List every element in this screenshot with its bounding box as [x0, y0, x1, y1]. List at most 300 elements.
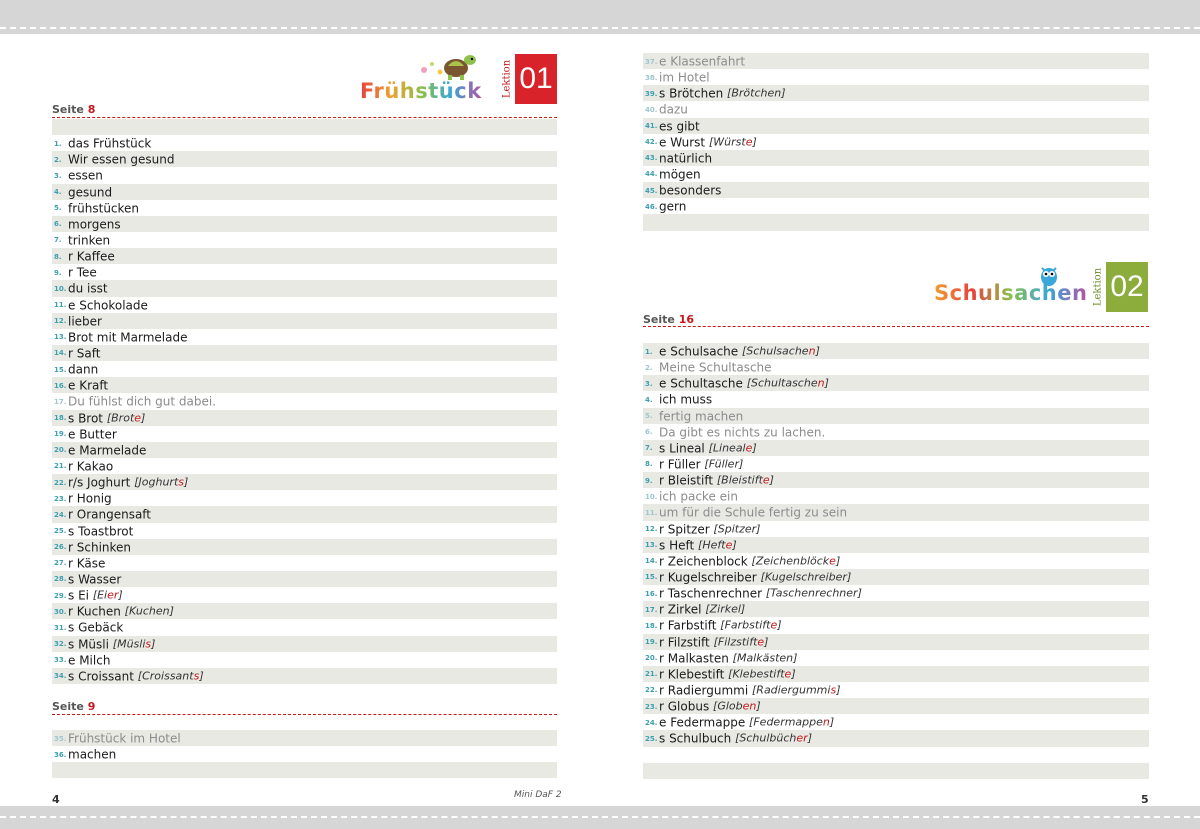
vocab-item [643, 134, 1149, 150]
item-number: 12. [645, 525, 658, 534]
item-word: s Brot [68, 411, 104, 426]
item-word: r Taschenrechner [659, 586, 763, 601]
item-word: lieber [68, 314, 102, 329]
item-word: im Hotel [659, 70, 710, 85]
vocab-item [52, 603, 557, 619]
item-word: besonders [659, 183, 722, 198]
item-number: 5. [645, 412, 653, 421]
vocab-item [643, 682, 1149, 698]
plural-stem: Brötchen [731, 86, 782, 100]
vocab-item [643, 553, 1149, 569]
bottom-band [0, 806, 1200, 829]
item-number: 24. [645, 718, 658, 727]
item-word: e Federmappe [659, 715, 746, 730]
item-number: 9. [645, 476, 653, 485]
item-word: Frühstück im Hotel [68, 731, 181, 746]
item-number: 1. [54, 139, 62, 148]
item-word: s Brötchen [659, 86, 724, 101]
item-word: Da gibt es nichts zu lachen. [659, 425, 826, 440]
item-word: fertig machen [659, 409, 744, 424]
vocab-item [643, 408, 1149, 424]
vocab-item [52, 571, 557, 587]
item-word: s Croissant [68, 669, 134, 684]
item-number: 6. [54, 220, 62, 229]
plural-ending: s [830, 683, 837, 697]
item-plural: [Joghurts] [134, 475, 189, 489]
item-number: 17. [645, 605, 658, 614]
vocab-item [52, 216, 557, 232]
item-number: 1. [645, 347, 653, 356]
plural-stem: Kugelschreiber [764, 570, 847, 584]
item-word: r Spitzer [659, 522, 710, 537]
item-word: r Kaffee [68, 249, 115, 264]
item-number: 34. [54, 672, 67, 681]
lesson-word: Lektion [501, 59, 513, 99]
plural-ending: e [745, 135, 753, 149]
item-plural: [Malkästen] [732, 651, 798, 665]
plural-ending: e [829, 554, 836, 568]
vocab-item [643, 69, 1149, 85]
plural-stem: Würst [713, 135, 746, 149]
item-number: 35. [54, 734, 67, 743]
item-number: 18. [645, 621, 658, 630]
plural-stem: Filzstift [717, 635, 758, 649]
vocab-item [52, 184, 557, 200]
item-number: 18. [54, 414, 67, 423]
vocab-item [643, 391, 1149, 407]
vocab-item [52, 539, 557, 555]
plural-stem: Schulbüch [739, 731, 797, 745]
plural-stem: Heft [702, 538, 726, 552]
plural-ending: s [145, 637, 152, 650]
vocab-item [52, 490, 557, 506]
top-band [0, 0, 1200, 34]
item-word: das Frühstück [68, 136, 152, 151]
item-number: 27. [54, 559, 67, 568]
vocab-item [643, 359, 1149, 375]
item-word: morgens [68, 217, 121, 232]
vocab-item [643, 53, 1149, 69]
item-number: 19. [645, 638, 658, 647]
item-plural: [Spitzer] [713, 522, 761, 536]
vocab-item [52, 377, 557, 393]
vocab-item [643, 375, 1149, 391]
item-word: e Schokolade [68, 298, 148, 313]
item-word: r Zirkel [659, 602, 702, 617]
item-word: r Zeichenblock [659, 554, 748, 569]
item-number: 16. [645, 589, 658, 598]
item-number: 43. [645, 154, 658, 163]
plural-stem: Klebestift [732, 667, 785, 681]
plural-stem: Ei [97, 588, 108, 602]
item-plural: [Füller] [704, 457, 744, 471]
item-word: trinken [68, 233, 111, 248]
lesson-word: Lektion [1092, 267, 1104, 307]
item-plural: [Kugelschreiber] [760, 570, 852, 584]
blank-line [52, 119, 557, 135]
plural-ending: e [784, 667, 792, 681]
vocab-item [52, 151, 557, 167]
vocab-item [52, 410, 557, 426]
plural-stem: Radiergummi [756, 683, 831, 697]
item-number: 23. [645, 702, 658, 711]
item-number: 29. [54, 591, 67, 600]
plural-stem: Zeichenblöck [755, 554, 830, 568]
item-word: Brot mit Marmelade [68, 330, 188, 345]
item-number: 31. [54, 623, 67, 632]
lesson-title: Schulsachen [934, 281, 1088, 305]
plural-ending: e [725, 538, 733, 552]
plural-ending: e [134, 411, 142, 425]
item-plural: [Taschenrechner] [765, 586, 862, 600]
item-number: 28. [54, 575, 67, 584]
item-plural: [Klebestifte] [728, 667, 796, 681]
item-plural: [Zirkel] [705, 602, 746, 616]
section-title: Seite 8 [52, 103, 96, 116]
vocab-item [52, 264, 557, 280]
vocab-item [643, 343, 1149, 359]
vocab-item [643, 166, 1149, 182]
item-number: 22. [54, 478, 67, 487]
section-divider [643, 326, 1149, 327]
item-number: 33. [54, 656, 67, 665]
item-word: r Bleistift [659, 473, 714, 488]
page-number: 4 [52, 793, 60, 806]
item-number: 14. [54, 349, 67, 358]
section-title: Seite 9 [52, 700, 96, 713]
vocab-item [52, 746, 557, 762]
vocab-item [643, 601, 1149, 617]
item-word: essen [68, 168, 103, 183]
vocab-item [643, 650, 1149, 666]
plural-stem: Schultasche [750, 376, 818, 390]
item-word: um für die Schule fertig zu sein [659, 505, 848, 520]
item-word: e Butter [68, 427, 117, 442]
item-number: 2. [645, 363, 653, 372]
vocab-item [643, 521, 1149, 537]
item-word: e Kraft [68, 378, 109, 393]
item-word: r Orangensaft [68, 507, 152, 522]
item-number: 4. [54, 188, 62, 197]
section-divider [52, 714, 557, 715]
vocab-item [643, 569, 1149, 585]
plural-ending: en [742, 699, 757, 713]
item-word: r Klebestift [659, 667, 725, 682]
item-number: 46. [645, 202, 658, 211]
plural-ending: s [193, 669, 200, 683]
item-word: Wir essen gesund [68, 152, 175, 167]
vocab-item [643, 150, 1149, 166]
item-plural: [Bleistifte] [716, 473, 774, 487]
plural-ending: n [822, 715, 830, 729]
item-word: mögen [659, 167, 701, 182]
item-number: 37. [645, 57, 658, 66]
item-plural: [Schultaschen] [746, 376, 829, 390]
lesson-badge [1090, 262, 1148, 312]
item-word: r Filzstift [659, 635, 710, 650]
item-plural: [Kuchen] [124, 604, 174, 618]
item-number: 4. [645, 395, 653, 404]
item-word: r Kugelschreiber [659, 570, 757, 585]
item-word: s Ei [68, 588, 89, 603]
item-word: r Käse [68, 556, 106, 571]
item-number: 9. [54, 268, 62, 277]
plural-ending: e [770, 618, 778, 632]
plural-stem: Croissant [142, 669, 194, 683]
section-title: Seite 16 [643, 313, 695, 326]
plural-ending: n [817, 376, 825, 390]
turtle-icon [418, 48, 478, 82]
item-number: 7. [54, 236, 62, 245]
book-title: Mini DaF 2 [514, 790, 562, 800]
right-page [600, 34, 1200, 806]
vocab-item [643, 456, 1149, 472]
item-plural: [Brote] [106, 411, 146, 425]
item-number: 11. [645, 508, 658, 517]
plural-stem: Glob [717, 699, 743, 713]
vocab-item [52, 458, 557, 474]
item-number: 7. [645, 444, 653, 453]
item-number: 36. [54, 750, 67, 759]
item-word: e Schultasche [659, 376, 743, 391]
section-divider [52, 117, 557, 118]
item-word: r Saft [68, 346, 101, 361]
item-number: 2. [54, 155, 62, 164]
item-word: es gibt [659, 119, 700, 134]
plural-stem: Malkästen [736, 651, 794, 665]
vocab-item [643, 698, 1149, 714]
vocab-item [643, 714, 1149, 730]
item-plural: [Croissants] [137, 669, 204, 683]
item-plural: [Hefte] [698, 538, 737, 552]
blank-line [52, 762, 557, 778]
item-number: 32. [54, 640, 67, 648]
item-word: r Schinken [68, 540, 132, 555]
vocab-item [52, 280, 557, 296]
vocab-item [52, 361, 557, 377]
item-word: s Heft [659, 538, 695, 553]
vocab-item [643, 504, 1149, 520]
item-number: 8. [54, 252, 62, 261]
item-word: dann [68, 362, 99, 377]
item-word: r Globus [659, 699, 710, 714]
vocab-item [643, 666, 1149, 682]
item-number: 30. [54, 607, 67, 616]
item-number: 13. [645, 541, 658, 550]
item-number: 41. [645, 122, 658, 131]
vocab-list [643, 343, 1149, 779]
plural-ending: s [178, 475, 184, 489]
vocab-list [52, 730, 557, 778]
item-number: 15. [54, 365, 67, 374]
item-word: r Farbstift [659, 618, 717, 633]
item-plural: [Filzstifte] [713, 635, 769, 649]
item-word: natürlich [659, 151, 713, 166]
blank-line [643, 214, 1149, 230]
item-number: 3. [645, 379, 653, 388]
item-number: 22. [645, 686, 658, 695]
plural-stem: Lineal [712, 441, 746, 455]
item-number: 12. [54, 317, 67, 326]
lesson-number: 01 [515, 54, 557, 104]
vocab-item [643, 488, 1149, 504]
item-number: 17. [54, 397, 67, 406]
blank-line [643, 747, 1149, 763]
vocab-item [52, 442, 557, 458]
item-number: 40. [645, 105, 658, 114]
vocab-item [52, 345, 557, 361]
item-word: gesund [68, 185, 113, 200]
item-word: gern [659, 199, 687, 214]
item-number: 3. [54, 171, 62, 180]
item-word: r Kuchen [68, 604, 121, 619]
item-word: du isst [68, 281, 108, 296]
vocab-item [643, 634, 1149, 650]
item-number: 16. [54, 381, 67, 390]
vocab-item [643, 118, 1149, 134]
plural-ending: e [757, 635, 765, 649]
vocab-item [643, 537, 1149, 553]
item-number: 6. [645, 428, 653, 437]
vocab-item [52, 232, 557, 248]
item-word: s Gebäck [68, 620, 124, 635]
item-word: r/s Joghurt [68, 475, 131, 490]
item-word: s Lineal [659, 441, 705, 456]
vocab-item [643, 440, 1149, 456]
item-word: s Müsli [68, 637, 109, 651]
plural-stem: Bleistift [721, 473, 763, 487]
vocab-item [52, 668, 557, 684]
item-word: ich packe ein [659, 489, 738, 504]
item-word: e Wurst [659, 135, 706, 150]
vocab-item [52, 393, 557, 409]
plural-ending: e [762, 473, 770, 487]
plural-ending: e [745, 441, 753, 455]
vocab-item [52, 297, 557, 313]
item-plural: [Würste] [708, 135, 757, 149]
lesson-badge [499, 54, 557, 104]
vocab-item [52, 730, 557, 746]
item-number: 14. [645, 557, 658, 566]
item-word: ich muss [659, 392, 713, 407]
item-word: r Füller [659, 457, 701, 472]
plural-ending: er [107, 588, 119, 602]
item-number: 26. [54, 543, 67, 552]
page-number: 5 [1141, 793, 1149, 806]
vocab-list [643, 53, 1149, 231]
vocab-item [643, 198, 1149, 214]
item-word: r Honig [68, 491, 112, 506]
item-plural: [Brötchen] [727, 86, 786, 100]
plural-stem: Federmappe [753, 715, 823, 729]
item-word: dazu [659, 102, 688, 117]
plural-stem: Schulsache [746, 344, 809, 358]
item-number: 44. [645, 170, 658, 179]
item-number: 20. [645, 654, 658, 663]
item-plural: [Schulsachen] [741, 344, 820, 358]
item-number: 25. [645, 734, 658, 743]
vocab-list [52, 119, 557, 684]
vocab-item [52, 313, 557, 329]
item-plural: [Federmappen] [749, 715, 835, 729]
item-word: frühstücken [68, 201, 140, 216]
plural-stem: Füller [708, 457, 739, 471]
item-number: 5. [54, 204, 62, 213]
plural-stem: Farbstift [724, 618, 771, 632]
left-page [0, 34, 600, 806]
item-word: s Wasser [68, 572, 122, 587]
item-word: Du fühlst dich gut dabei. [68, 394, 217, 409]
vocab-item [52, 555, 557, 571]
vocab-item [52, 248, 557, 264]
item-word: r Radiergummi [659, 683, 749, 698]
item-number: 20. [54, 446, 67, 455]
plural-stem: Müsli [117, 637, 146, 650]
plural-stem: Joghurt [138, 475, 179, 489]
item-word: s Toastbrot [68, 524, 134, 539]
item-word: r Tee [68, 265, 97, 280]
item-number: 21. [645, 670, 658, 679]
item-word: machen [68, 747, 117, 762]
item-plural: [Müslis] [112, 637, 156, 650]
lesson-title: Frühstück [360, 79, 482, 103]
item-number: 21. [54, 462, 67, 471]
vocab-item [52, 636, 557, 652]
item-number: 8. [645, 460, 653, 469]
item-number: 23. [54, 494, 67, 503]
item-number: 42. [645, 138, 658, 147]
item-number: 19. [54, 430, 67, 439]
vocab-item [52, 619, 557, 635]
item-number: 45. [645, 186, 658, 195]
item-number: 38. [645, 73, 658, 82]
item-word: e Milch [68, 653, 111, 668]
item-number: 11. [54, 301, 67, 310]
plural-stem: Taschenrechner [770, 586, 858, 600]
plural-stem: Kuchen [128, 604, 170, 618]
vocab-item [52, 329, 557, 345]
vocab-item [52, 652, 557, 668]
item-word: Meine Schultasche [659, 360, 772, 375]
item-number: 10. [54, 284, 67, 293]
plural-stem: Brot [111, 411, 135, 425]
item-word: r Kakao [68, 459, 114, 474]
item-plural: [Zeichenblöcke] [751, 554, 841, 568]
vocab-item [52, 135, 557, 151]
item-word: e Marmelade [68, 443, 147, 458]
vocab-item [643, 617, 1149, 633]
vocab-item [643, 424, 1149, 440]
item-number: 15. [645, 573, 658, 582]
plural-ending: n [808, 344, 816, 358]
item-plural: [Lineale] [708, 441, 757, 455]
vocab-item [643, 585, 1149, 601]
item-number: 39. [645, 89, 658, 98]
plural-stem: Spitzer [717, 522, 757, 536]
item-number: 25. [54, 527, 67, 536]
vocab-item [643, 472, 1149, 488]
vocab-item [52, 587, 557, 603]
plural-ending: er [796, 731, 808, 745]
vocab-item [52, 523, 557, 539]
vocab-item [643, 85, 1149, 101]
plural-stem: Zirkel [709, 602, 741, 616]
item-number: 13. [54, 333, 67, 342]
vocab-item [643, 101, 1149, 117]
item-plural: [Globen] [713, 699, 761, 713]
item-number: 10. [645, 492, 658, 501]
item-number: 24. [54, 510, 67, 519]
